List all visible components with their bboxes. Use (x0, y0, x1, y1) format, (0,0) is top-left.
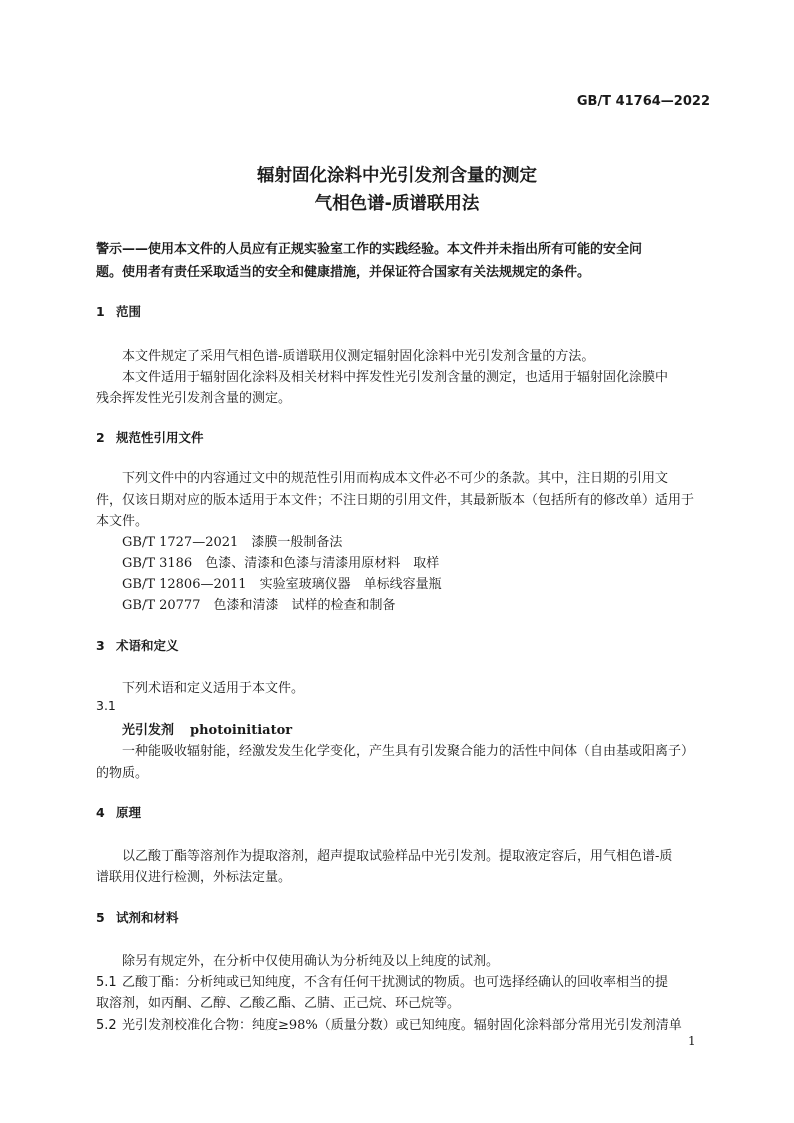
reference-code: GB/T 3186 (122, 556, 193, 571)
item-text: 乙酸丁酯：分析纯或已知纯度，不含有任何干扰测试的物质。也可选择经确认的回收率相当的提 (122, 975, 669, 990)
reagent-item-5-2 (96, 1014, 682, 1033)
section-2-heading (96, 428, 204, 446)
definition-line: 的物质。 (96, 766, 149, 781)
paragraph-line: 本文件规定了采用气相色谱-质谱联用仪测定辐射固化涂料中光引发剂含量的方法。 (122, 349, 595, 364)
reference-title: 色漆、清漆和色漆与清漆用原材料 取样 (205, 556, 440, 571)
section-title: 原理 (116, 805, 142, 820)
reference-item (122, 531, 342, 550)
term-number: 3.1 (96, 698, 116, 713)
definition-line: 一种能吸收辐射能，经激发发生化学变化，产生具有引发聚合能力的活性中间体（自由基或阳离子） (122, 744, 695, 759)
section-title: 范围 (116, 304, 142, 319)
reference-item (122, 594, 396, 613)
section-number: 3 (96, 638, 105, 653)
paragraph-line: 残余挥发性光引发剂含量的测定。 (96, 391, 292, 406)
section-4-heading (96, 803, 141, 821)
warning-line-2: 题。使用者有责任采取适当的安全和健康措施，并保证符合国家有关法规规定的条件。 (96, 265, 591, 280)
reference-title: 色漆和清漆 试样的检查和制备 (213, 598, 396, 613)
paragraph-line: 谱联用仪进行检测，外标法定量。 (96, 870, 292, 885)
paragraph-line: 除另有规定外，在分析中仅使用确认为分析纯及以上纯度的试剂。 (122, 954, 500, 969)
paragraph-line: 下列文件中的内容通过文中的规范性引用而构成本文件必不可少的条款。其中，注日期的引用文 (122, 471, 669, 486)
section-5-heading (96, 908, 179, 926)
section-number: 5 (96, 910, 105, 925)
reference-code: GB/T 20777 (122, 598, 201, 613)
term-entry (122, 719, 292, 738)
title-line-1: 辐射固化涂料中光引发剂含量的测定 (257, 166, 537, 186)
reference-title: 实验室玻璃仪器 单标线容量瓶 (259, 577, 442, 592)
reagent-item-5-1 (96, 971, 668, 990)
title-line-2: 气相色谱-质谱联用法 (314, 194, 480, 214)
section-number: 2 (96, 430, 105, 445)
document-number: GB/T 41764—2022 (576, 94, 710, 109)
reference-item (122, 552, 439, 571)
reference-code: GB/T 1727—2021 (122, 535, 239, 550)
warning-line-1: 警示——使用本文件的人员应有正规实验室工作的实践经验。本文件并未指出所有可能的安全问 (96, 242, 643, 257)
paragraph-line: 下列术语和定义适用于本文件。 (122, 681, 305, 696)
page-number: 1 (688, 1034, 696, 1048)
item-number: 5.1 (96, 975, 117, 990)
reference-item (122, 573, 442, 592)
paragraph-line: 取溶剂，如丙酮、乙醇、乙酸乙酯、乙腈、正己烷、环己烷等。 (96, 996, 461, 1011)
term-english: photoinitiator (190, 723, 293, 738)
paragraph-line: 本文件。 (96, 514, 149, 529)
paragraph-line: 本文件适用于辐射固化涂料及相关材料中挥发性光引发剂含量的测定，也适用于辐射固化涂膜中 (122, 370, 669, 385)
reference-title: 漆膜一般制备法 (251, 535, 343, 550)
section-number: 1 (96, 304, 105, 319)
item-number: 5.2 (96, 1018, 117, 1033)
section-title: 规范性引用文件 (116, 430, 204, 445)
section-1-heading (96, 302, 141, 320)
term-chinese: 光引发剂 (122, 723, 175, 738)
paragraph-line: 以乙酸丁酯等溶剂作为提取溶剂，超声提取试验样品中光引发剂。提取液定容后，用气相色谱-质 (122, 849, 673, 864)
section-number: 4 (96, 805, 105, 820)
section-3-heading (96, 636, 179, 654)
paragraph-line: 件，仅该日期对应的版本适用于本文件；不注日期的引用文件，其最新版本（包括所有的修改单）适用于 (96, 493, 695, 508)
section-title: 试剂和材料 (116, 910, 179, 925)
reference-code: GB/T 12806—2011 (122, 577, 247, 592)
item-text: 光引发剂校准化合物：纯度≥98%（质量分数）或已知纯度。辐射固化涂料部分常用光引发剂清单 (122, 1018, 682, 1033)
section-title: 术语和定义 (116, 638, 179, 653)
